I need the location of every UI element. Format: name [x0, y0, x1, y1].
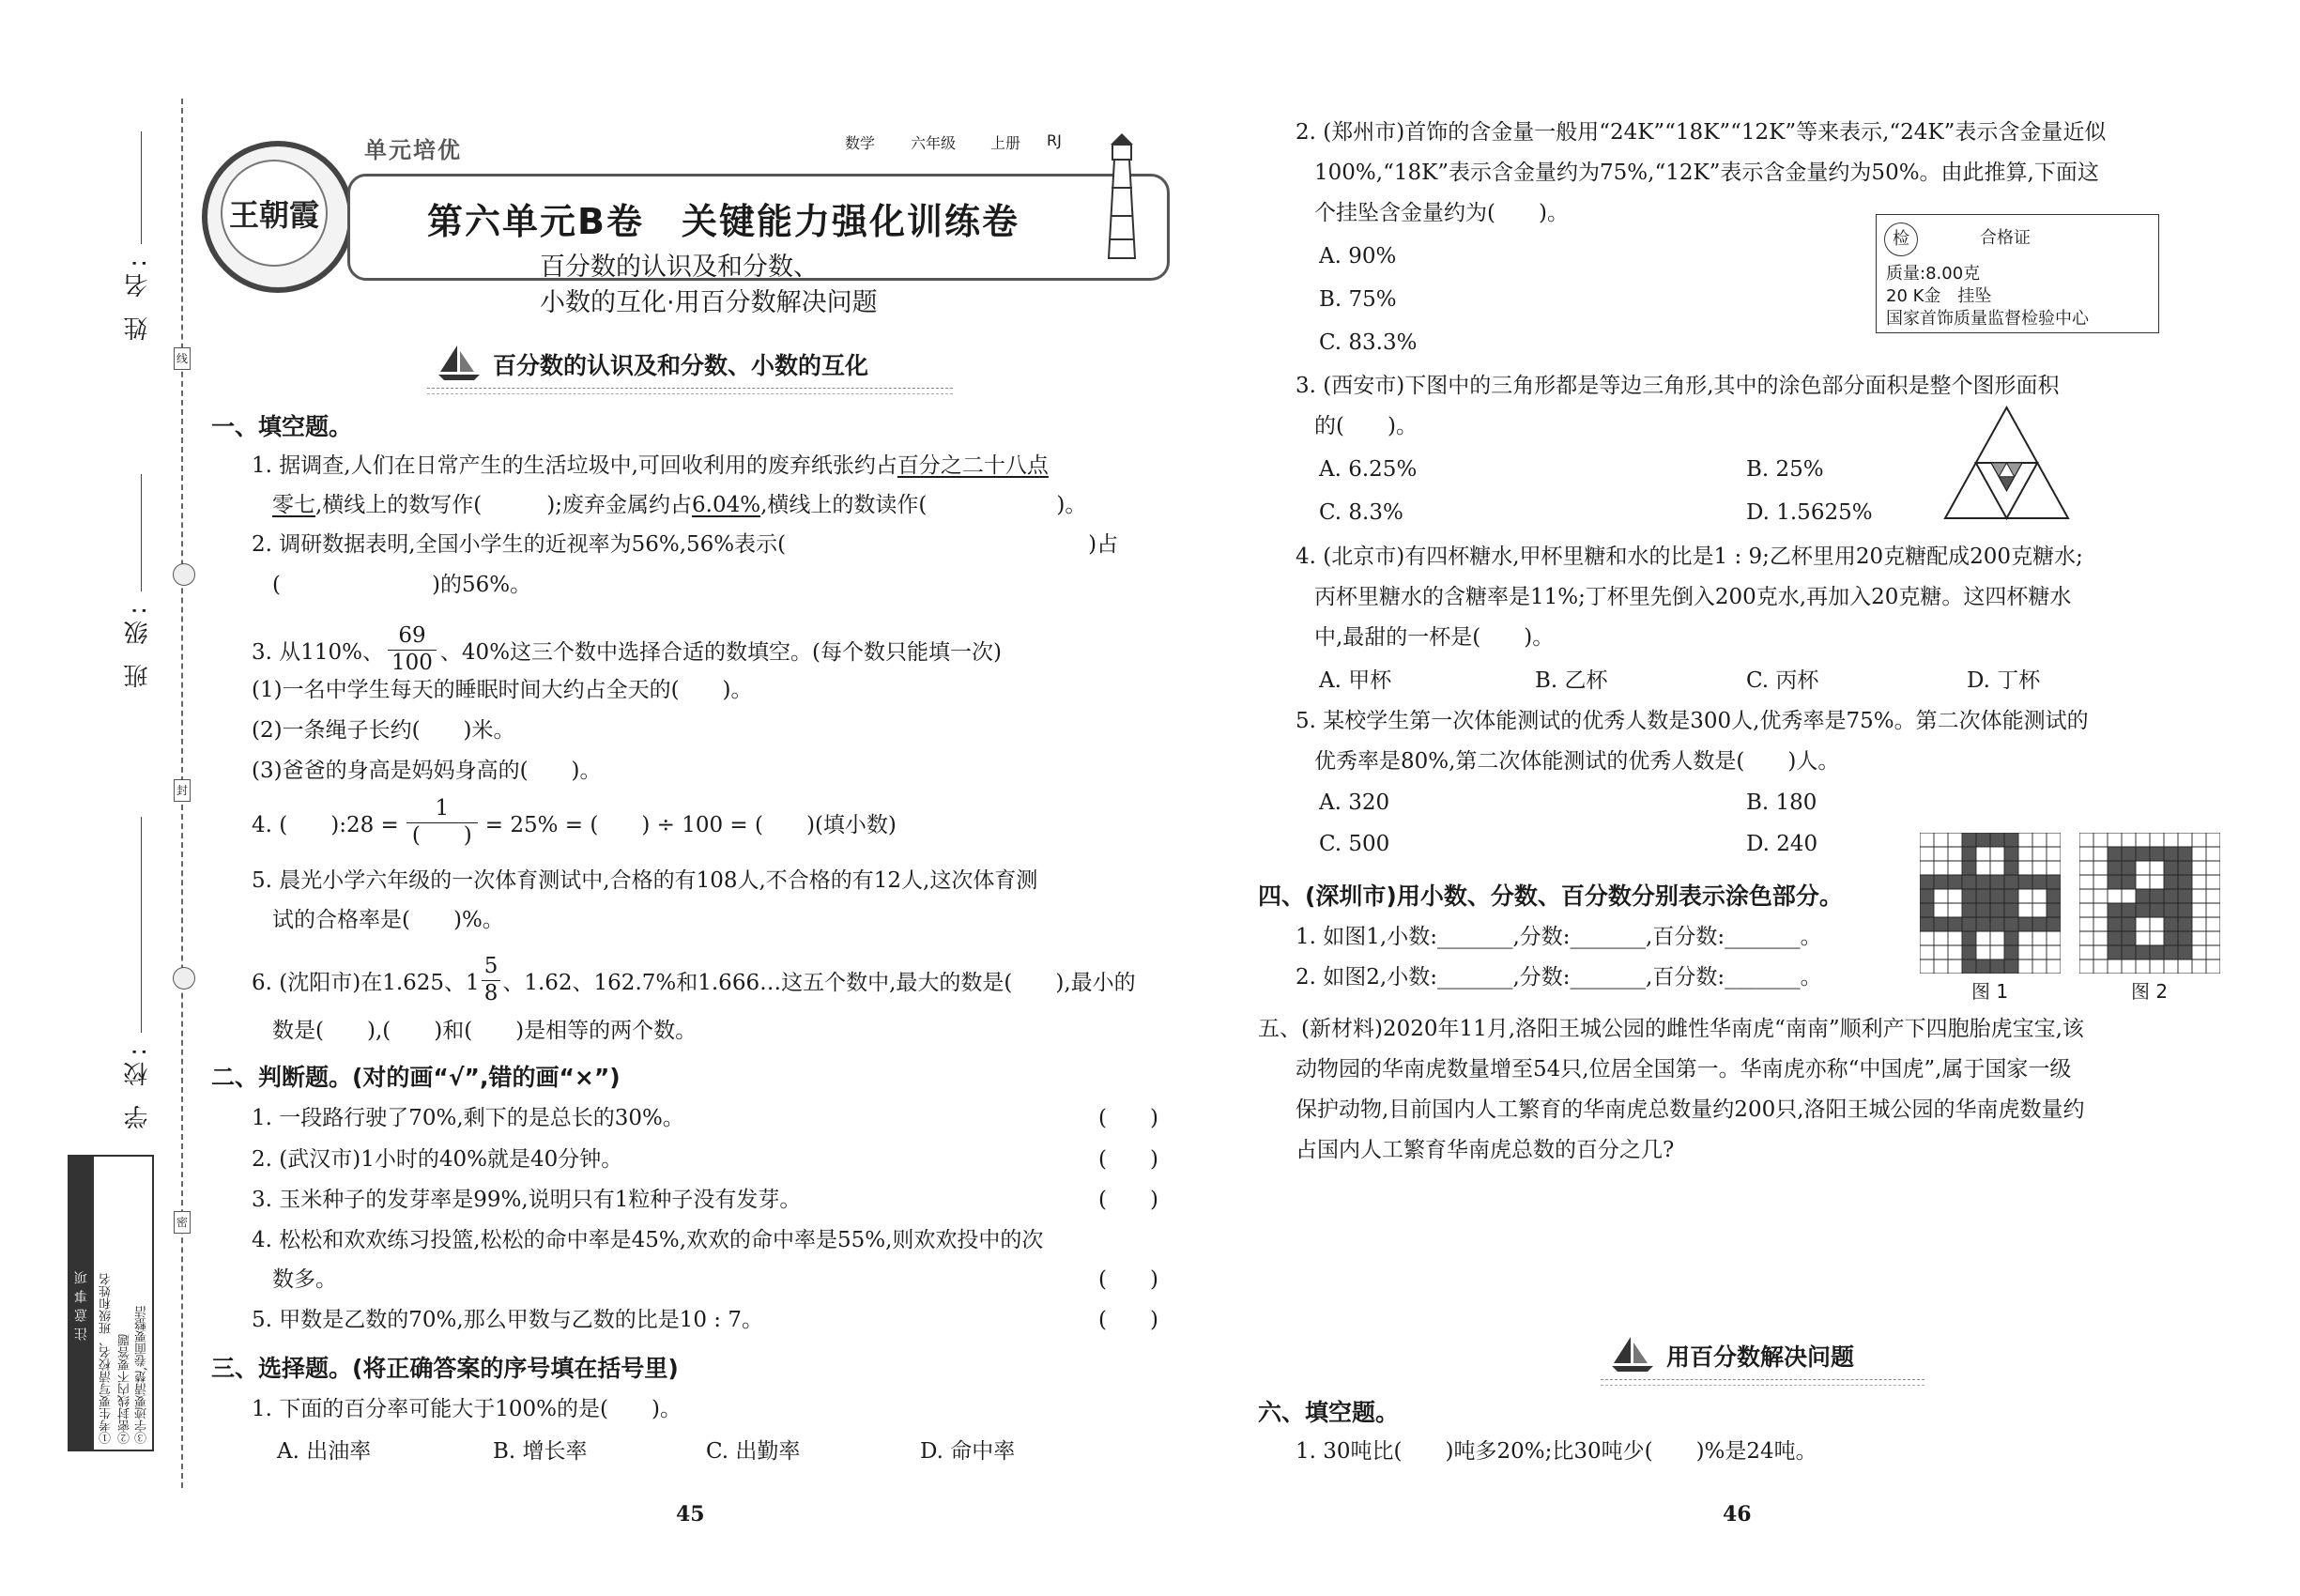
r-question-2-line-1: 2. (郑州市)首饰的含金量一般用“24K”“18K”“12K”等来表示,“24K”表示含金量近似 [1296, 120, 2107, 145]
judge-item-2: 2. (武汉市)1小时的40%就是40分钟。 [252, 1147, 623, 1172]
name-label: 姓 名: [124, 253, 152, 342]
section-4-item-1: 1. 如图1,小数:_______,分数:_______,百分数:_______。 [1296, 925, 1822, 949]
certificate-line: 20 K金 挂坠 [1886, 286, 1992, 306]
judge-answer-bracket[interactable]: ( ) [1098, 1147, 1158, 1172]
subtitle-line-1: 百分数的认识及和分数、 [540, 253, 819, 282]
certificate-box [1876, 214, 2159, 333]
question-2-line-1: 2. 调研数据表明,全国小学生的近视率为56%,56%表示( )占 [252, 532, 1119, 557]
fraction-69-100: $\frac{69}{100}$ [388, 623, 437, 676]
r-q5-option-b: B. 180 [1746, 790, 1817, 815]
fraction-5-8: $\frac{5}{8}$ [482, 954, 501, 1006]
triangle-figure [1943, 406, 2070, 520]
r-q2-option-b: B. 75% [1319, 287, 1397, 312]
notice-item: ③字迹要清楚,卷面要整洁 [135, 1305, 149, 1444]
binding-hole-icon [173, 967, 195, 990]
meta-edition: RJ [1047, 131, 1062, 149]
notice-title: 注意事项 [69, 1157, 94, 1450]
r-q4-option-b: B. 乙杯 [1535, 668, 1608, 693]
r-q2-option-c: C. 83.3% [1319, 330, 1418, 355]
choice-option-d: D. 命中率 [920, 1439, 1016, 1464]
judge-item-3: 3. 玉米种子的发芽率是99%,说明只有1粒种子没有发芽。 [252, 1188, 802, 1212]
question-3-sub-2: (2)一条绳子长约( )米。 [252, 718, 515, 743]
r-question-2-line-3: 个挂坠含金量约为( )。 [1314, 201, 1569, 225]
r-question-4-line-1: 4. (北京市)有四杯糖水,甲杯里糖和水的比是1 : 9;乙杯里用20克糖配成200克糖水; [1296, 545, 2083, 569]
r-q2-option-a: A. 90% [1319, 244, 1397, 269]
question-1-line-1: 1. 据调查,人们在日常产生的生活垃圾中,可回收利用的废弃纸张约占百分之二十八点 [252, 453, 1049, 478]
fraction-1-blank: 1 ( ) [406, 796, 478, 849]
r-question-4-line-3: 中,最甜的一杯是( )。 [1314, 625, 1555, 650]
r-question-2-line-2: 100%,“18K”表示含金量约为75%,“12K”表示含金量约为50%。由此推算,下面这 [1314, 161, 2099, 185]
meta-volume: 上册 [990, 134, 1021, 152]
inspection-badge: 检 [1884, 223, 1918, 256]
seal-tag-seal: 封 [174, 779, 191, 802]
meta-grade: 六年级 [911, 134, 957, 152]
certificate-title: 合格证 [1980, 228, 2031, 248]
question-5-line-1: 5. 晨光小学六年级的一次体育测试中,合格的有108人,不合格的有12人,这次体育测 [252, 868, 1038, 893]
section-banner-left [427, 340, 953, 389]
r-q3-option-b: B. 25% [1746, 457, 1824, 482]
question-3-sub-1: (1)一名中学生每天的睡眠时间大约占全天的( )。 [252, 678, 753, 702]
sailboat-icon [437, 344, 482, 381]
figure-1-caption: 图 1 [1971, 980, 2009, 1003]
question-6-line-1: 6. (沈阳市)在1.625、1 $\frac{5}{8}$ 、1.62、162.7%和1.666…这五个数中,最大的数是( ),最小的 [252, 954, 1136, 1005]
judge-item-1: 1. 一段路行驶了70%,剩下的是总长的30%。 [252, 1106, 684, 1130]
r-q4-option-d: D. 丁杯 [1967, 668, 2041, 693]
r-q5-option-d: D. 240 [1746, 832, 1818, 856]
question-1-line-2: 零七,横线上的数写作( );废弃金属约占6.04%,横线上的数读作( )。 [272, 493, 1087, 517]
figure-2-caption: 图 2 [2131, 980, 2169, 1003]
grid-figure-2 [2079, 833, 2220, 974]
choice-option-a: A. 出油率 [277, 1439, 372, 1464]
judge-answer-bracket[interactable]: ( ) [1098, 1308, 1158, 1332]
brand-logo [202, 141, 354, 293]
seal-tag-secret: 密 [174, 1211, 191, 1234]
meta-subject: 数学 [845, 134, 876, 152]
unit-tag: 单元培优 [364, 137, 462, 163]
r-question-3-line-1: 3. (西安市)下图中的三角形都是等边三角形,其中的涂色部分面积是整个图形面积 [1296, 374, 2060, 398]
notice-item: ①考生要写清校名、班级和姓名 [100, 1273, 114, 1444]
question-3-line: 3. 从110%、 $\frac{69}{100}$ 、40%这三个数中选择合适的数填空。(每个数只能填一次) [252, 623, 1002, 675]
judge-answer-bracket[interactable]: ( ) [1098, 1106, 1158, 1130]
section-5-line-2: 动物园的华南虎数量增至54只,位居全国第一。华南虎亦称“中国虎”,属于国家一级 [1296, 1057, 2072, 1082]
judge-answer-bracket[interactable]: ( ) [1098, 1188, 1158, 1212]
certificate-line: 质量:8.00克 [1886, 264, 1981, 284]
question-3-sub-3: (3)爸爸的身高是妈妈身高的( )。 [252, 759, 602, 783]
section-4-title: 四、(深圳市)用小数、分数、百分数分别表示涂色部分。 [1258, 882, 1843, 910]
grid-figure-1 [1920, 833, 2061, 974]
r-q5-option-c: C. 500 [1319, 832, 1390, 856]
r-q3-option-c: C. 8.3% [1319, 500, 1403, 525]
seal-tag-line: 线 [174, 347, 191, 370]
judge-answer-bracket[interactable]: ( ) [1098, 1267, 1158, 1292]
judge-item-5: 5. 甲数是乙数的70%,那么甲数与乙数的比是10 : 7。 [252, 1308, 763, 1332]
section-3-title: 三、选择题。(将正确答案的序号填在括号里) [211, 1355, 679, 1382]
question-5-line-2: 试的合格率是( )%。 [272, 908, 504, 932]
choice-option-c: C. 出勤率 [706, 1439, 801, 1464]
r-q5-option-a: A. 320 [1319, 790, 1390, 815]
choice-1-question: 1. 下面的百分率可能大于100%的是( )。 [252, 1397, 682, 1421]
section-6-title: 六、填空题。 [1258, 1399, 1400, 1426]
question-2-line-2: ( )的56%。 [272, 573, 532, 597]
class-blank [141, 474, 142, 591]
section-1-title: 一、填空题。 [211, 413, 353, 440]
section-2-title: 二、判断题。(对的画“√”,错的画“×”) [211, 1064, 621, 1091]
r-q4-option-c: C. 丙杯 [1746, 668, 1819, 693]
r-q3-option-d: D. 1.5625% [1746, 500, 1873, 525]
r-q3-option-a: A. 6.25% [1319, 457, 1418, 482]
certificate-line: 国家首饰质量监督检验中心 [1886, 309, 2089, 329]
section-5-line-4: 占国内人工繁育华南虎总数的百分之几? [1296, 1138, 1675, 1162]
question-6-line-2: 数是( ),( )和( )是相等的两个数。 [272, 1019, 698, 1043]
subtitle-line-2: 小数的互化·用百分数解决问题 [540, 288, 878, 317]
r-question-3-line-2: 的( )。 [1314, 414, 1418, 438]
choice-option-b: B. 增长率 [493, 1439, 588, 1464]
brand-name: 王朝霞 [221, 160, 328, 267]
name-blank [141, 131, 142, 244]
notice-item: ②密封线内不要答题 [118, 1334, 132, 1444]
page-number-left: 45 [676, 1502, 705, 1527]
lighthouse-icon [1094, 131, 1150, 263]
class-label: 班 级: [124, 601, 152, 689]
judge-item-4-cont: 数多。 [272, 1267, 337, 1292]
r-question-4-line-2: 丙杯里糖水的含糖率是11%;丁杯里先倒入200克水,再加入20克糖。这四杯糖水 [1314, 585, 2072, 609]
section-5-line-3: 保护动物,目前国内人工繁育的华南虎总数量约200只,洛阳王城公园的华南虎数量约 [1296, 1097, 2085, 1122]
notice-box [68, 1155, 154, 1451]
judge-item-4: 4. 松松和欢欢练习投篮,松松的命中率是45%,欢欢的命中率是55%,则欢欢投中的次 [252, 1228, 1044, 1252]
sailboat-icon [1610, 1335, 1655, 1373]
r-question-5-line-2: 优秀率是80%,第二次体能测试的优秀人数是( )人。 [1314, 749, 1840, 774]
section-4-item-2: 2. 如图2,小数:_______,分数:_______,百分数:_______。 [1296, 965, 1822, 990]
section-banner-right [1601, 1331, 1924, 1380]
binding-hole-icon [173, 563, 195, 586]
section-banner-label: 用百分数解决问题 [1666, 1343, 1855, 1371]
section-banner-label: 百分数的认识及和分数、小数的互化 [493, 352, 869, 379]
r-q4-option-a: A. 甲杯 [1319, 668, 1392, 693]
page-title: 第六单元B卷 关键能力强化训练卷 [427, 201, 1020, 242]
section-6-item-1: 1. 30吨比( )吨多20%;比30吨少( )%是24吨。 [1296, 1439, 1817, 1464]
question-4-line: 4. ( ):28 = 1 ( ) = 25% = ( ) ÷ 100 = ( )(填小数) [252, 796, 897, 848]
r-question-5-line-1: 5. 某校学生第一次体能测试的优秀人数是300人,优秀率是75%。第二次体能测试的 [1296, 709, 2089, 733]
school-blank [141, 817, 142, 1033]
school-label: 学 校: [124, 1042, 152, 1130]
section-5-line-1: 五、(新材料)2020年11月,洛阳王城公园的雌性华南虎“南南”顺利产下四胞胎虎宝宝,该 [1258, 1017, 2084, 1041]
page-number-right: 46 [1723, 1502, 1752, 1527]
